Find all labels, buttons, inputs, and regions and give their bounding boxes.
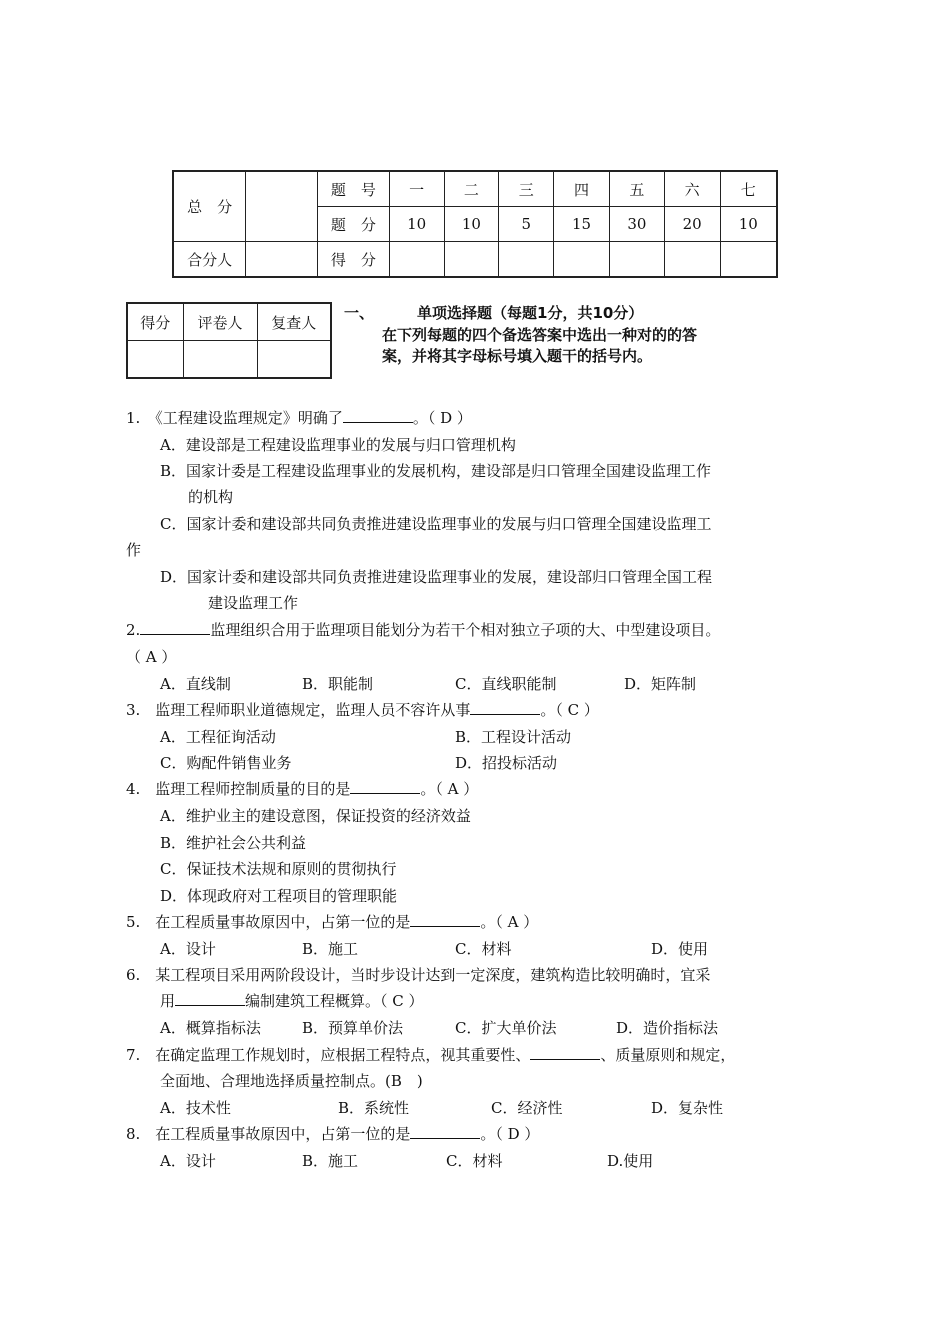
question-number: 三 [499, 171, 554, 207]
option-d: D．使用 [651, 940, 709, 958]
option-d: D．体现政府对工程项目的管理职能 [160, 887, 398, 905]
combiner-label: 合分人 [173, 242, 246, 278]
question-points: 5 [499, 207, 554, 242]
score-cell[interactable] [127, 341, 183, 379]
option-d: D．招投标活动 [455, 754, 558, 772]
option-b: B．工程设计活动 [455, 728, 572, 746]
option-d: D．复杂性 [651, 1099, 724, 1117]
section-instruction: 在下列每题的四个备选答案中选出一种对的的答 [382, 326, 698, 344]
option-b: B．国家计委是工程建设监理事业的发展机构，建设部是归口管理全国建设监理工作 [160, 462, 712, 480]
answer-blank [175, 991, 245, 1006]
question-3-stem: 3. 监理工程师职业道德规定，监理人员不容许从事 。（ C ） [126, 701, 599, 719]
got-score-cell[interactable] [609, 242, 664, 278]
got-score-cell[interactable] [554, 242, 610, 278]
question-points: 10 [720, 207, 777, 242]
question-points: 20 [664, 207, 720, 242]
answer-blank [140, 620, 210, 635]
answer-blank [410, 912, 480, 927]
answer-blank [470, 700, 540, 715]
option-c: C．购配件销售业务 [160, 754, 292, 772]
question-number: 二 [444, 171, 499, 207]
option-c: C．直线职能制 [455, 675, 557, 693]
section-instruction: 案，并将其字母标号填入题干的括号内。 [382, 347, 653, 365]
option-a: A．设计 [160, 1152, 216, 1170]
option-d-cont: 建设监理工作 [208, 594, 299, 612]
reviewer-cell[interactable] [257, 341, 331, 379]
question-points: 10 [389, 207, 444, 242]
answer-blank [410, 1124, 480, 1139]
got-score-cell[interactable] [664, 242, 720, 278]
option-c: C．经济性 [491, 1099, 563, 1117]
score-summary-table [172, 170, 778, 278]
option-b: B．维护社会公共利益 [160, 834, 307, 852]
section-title: 单项选择题（每题1分，共10分） [417, 304, 644, 322]
grader-cell[interactable] [183, 341, 257, 379]
score-header: 得分 [127, 303, 183, 341]
option-b: B．预算单价法 [302, 1019, 404, 1037]
got-score-cell[interactable] [499, 242, 554, 278]
option-d: D.使用 [607, 1152, 654, 1170]
answer-blank [350, 779, 420, 794]
got-score-cell[interactable] [720, 242, 777, 278]
question-number: 四 [554, 171, 610, 207]
question-4-stem: 4. 监理工程师控制质量的目的是 。（ A ） [126, 780, 479, 798]
reviewer-header: 复查人 [257, 303, 331, 341]
question-number: 七 [720, 171, 777, 207]
option-d: D．造价指标法 [616, 1019, 719, 1037]
option-d: D．矩阵制 [624, 675, 697, 693]
question-6-stem: 6. 某工程项目采用两阶段设计，当时步设计达到一定深度，建筑构造比较明确时，宜采 [126, 966, 711, 984]
question-5-stem: 5. 在工程质量事故原因中，占第一位的是 。（ A ） [126, 913, 539, 931]
option-b: B．施工 [302, 940, 359, 958]
section-number: 一、 [344, 304, 375, 322]
option-b: B．施工 [302, 1152, 359, 1170]
option-c-cont: 作 [126, 541, 142, 559]
grader-table [126, 302, 332, 379]
question-number-label: 题 号 [317, 171, 389, 207]
got-score-cell[interactable] [444, 242, 499, 278]
question-8-stem: 8. 在工程质量事故原因中，占第一位的是 。（ D ） [126, 1125, 540, 1143]
option-a: A．概算指标法 [160, 1019, 261, 1037]
option-c: C．材料 [455, 940, 512, 958]
got-score-cell[interactable] [389, 242, 444, 278]
option-b: B．职能制 [302, 675, 374, 693]
question-number: 六 [664, 171, 720, 207]
option-a: A．设计 [160, 940, 216, 958]
question-1-stem: 1. 《工程建设监理规定》明确了 。（ D ） [126, 409, 472, 427]
answer-blank [530, 1045, 600, 1060]
total-score-label: 总 分 [173, 171, 246, 242]
option-b: B．系统性 [338, 1099, 410, 1117]
question-number: 五 [609, 171, 664, 207]
option-a: A．建设部是工程建设监理事业的发展与归口管理机构 [160, 436, 516, 454]
answer-blank [343, 408, 413, 423]
grader-header: 评卷人 [183, 303, 257, 341]
option-a: A．直线制 [160, 675, 231, 693]
question-points: 30 [609, 207, 664, 242]
got-score-label: 得 分 [317, 242, 389, 278]
option-a: A．维护业主的建设意图，保证投资的经济效益 [160, 807, 471, 825]
option-d: D．国家计委和建设部共同负责推进建设监理事业的发展，建设部归口管理全国工程 [160, 568, 713, 586]
option-b-cont: 的机构 [188, 488, 234, 506]
question-2-stem: 2. 监理组织合用于监理项目能划分为若干个相对独立子项的大、中型建设项目。 [126, 621, 721, 639]
total-score-cell[interactable] [246, 171, 318, 242]
question-7-stem-cont: 全面地、合理地选择质量控制点。(B ) [160, 1072, 423, 1090]
option-a: A．技术性 [160, 1099, 231, 1117]
question-points-label: 题 分 [317, 207, 389, 242]
question-7-stem: 7. 在确定监理工作规划时，应根据工程特点，视其重要性、 、质量原则和规定， [126, 1046, 736, 1064]
option-c: C．扩大单价法 [455, 1019, 557, 1037]
option-c: C．国家计委和建设部共同负责推进建设监理事业的发展与归口管理全国建设监理工 [160, 515, 712, 533]
combiner-cell[interactable] [246, 242, 318, 278]
option-c: C．保证技术法规和原则的贯彻执行 [160, 860, 397, 878]
question-6-stem-cont: 用 编制建筑工程概算。（ C ） [160, 992, 424, 1010]
question-points: 10 [444, 207, 499, 242]
question-number: 一 [389, 171, 444, 207]
question-2-answer: （ A ） [126, 648, 177, 666]
option-c: C．材料 [446, 1152, 503, 1170]
question-points: 15 [554, 207, 610, 242]
option-a: A．工程征询活动 [160, 728, 276, 746]
